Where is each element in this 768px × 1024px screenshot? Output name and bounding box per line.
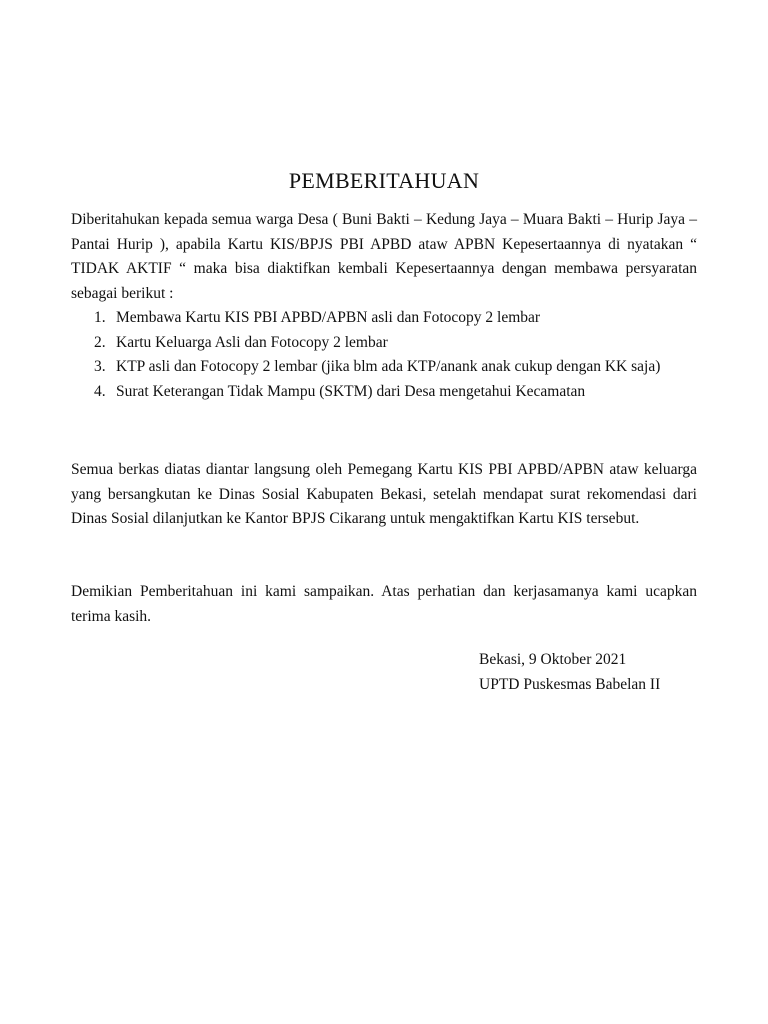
signature-block	[479, 648, 660, 697]
requirement-number: 1.	[94, 309, 106, 326]
requirement-number: 2.	[94, 333, 106, 351]
issuing-institution: UPTD Puskesmas Babelan II	[479, 675, 661, 693]
requirement-number: 4.	[94, 382, 106, 400]
delivery-section	[71, 458, 697, 532]
requirement-item	[71, 380, 697, 405]
place-date: Bekasi, 9 Oktober 2021	[479, 651, 627, 668]
requirement-item	[71, 355, 697, 380]
requirement-text: KTP asli dan Fotocopy 2 lembar (jika blm ada KTP/anank anak cukup dengan KK saja)	[116, 358, 661, 375]
requirements-list	[71, 306, 697, 404]
requirement-item	[71, 306, 697, 331]
intro-paragraph: Diberitahukan kepada semua warga Desa ( Buni Bakti – Kedung Jaya – Muara Bakti – Hurip Jaya – Pantai Hurip ), apabila Kartu KIS/BPJS PBI APBD ataw APBN Kepesertaannya di nyatakan “ TIDAK AKTIF “ maka bisa diaktifkan kembali Kepesertaannya dengan membawa persyaratan sebagai berikut :	[71, 211, 697, 302]
requirement-number: 3.	[94, 358, 106, 375]
requirement-text: Membawa Kartu KIS PBI APBD/APBN asli dan Fotocopy 2 lembar	[116, 309, 541, 326]
requirement-text: Kartu Keluarga Asli dan Fotocopy 2 lembar	[116, 333, 388, 351]
closing-section	[71, 580, 697, 629]
closing-paragraph: Demikian Pemberitahuan ini kami sampaikan. Atas perhatian dan kerjasamanya kami ucapkan terima kasih.	[71, 583, 697, 625]
delivery-paragraph: Semua berkas diatas diantar langsung oleh Pemegang Kartu KIS PBI APBD/APBN ataw keluarga yang bersangkutan ke Dinas Sosial Kabupaten Bekasi, setelah mendapat surat rekomendasi dari Dinas Sosial dilanjutkan ke Kantor BPJS Cikarang untuk mengaktifkan Kartu KIS tersebut.	[71, 461, 697, 527]
requirement-item	[71, 331, 697, 356]
intro-section	[71, 208, 697, 404]
requirement-text: Surat Keterangan Tidak Mampu (SKTM) dari Desa mengetahui Kecamatan	[116, 382, 586, 400]
document-title: PEMBERITAHUAN	[288, 168, 480, 193]
